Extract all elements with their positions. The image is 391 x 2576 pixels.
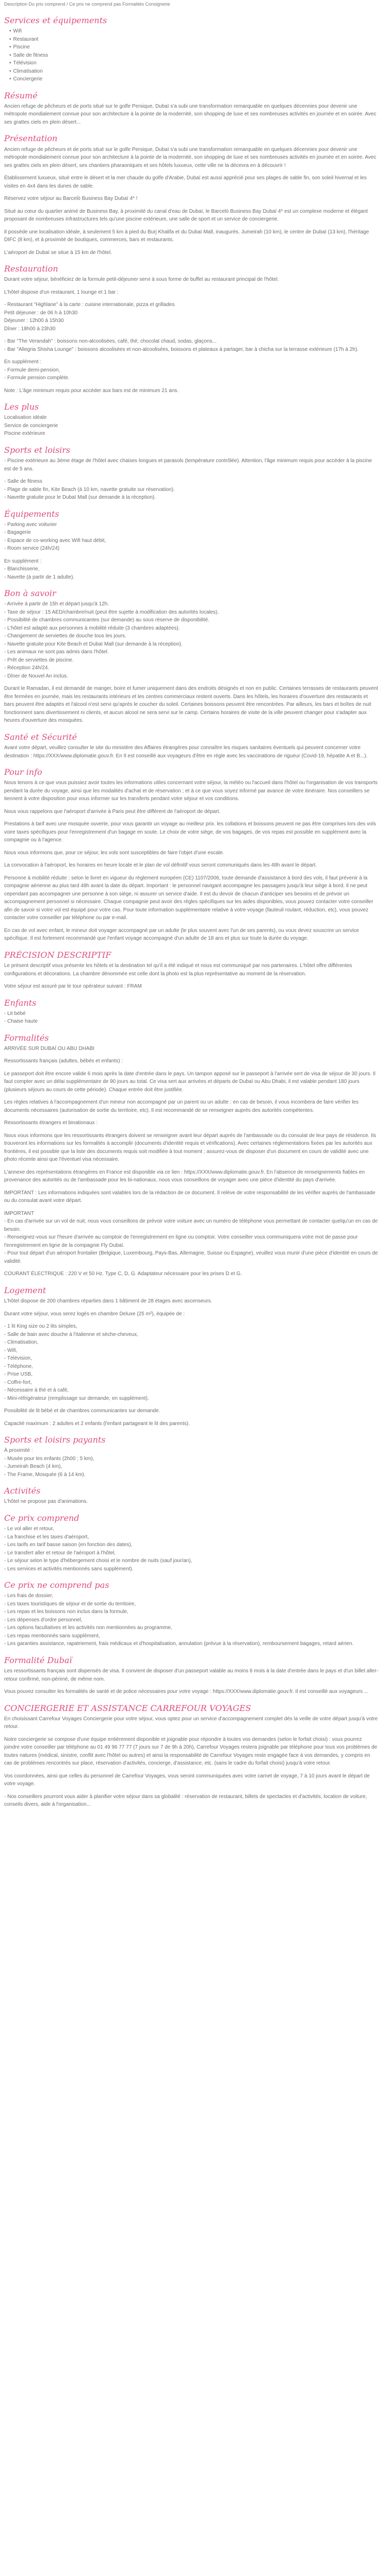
- line: - Les frais de dossier,: [4, 1593, 54, 1599]
- line: - Renseignez-vous sur l'heure d'arrivée au comptoir de l'enregistrement en ligne ou comptoir. Votre conseiller vous communiquera votre mot de passe pour l'enregistrement en ligne de la compagnie Fly Dubaï.: [4, 1234, 358, 1248]
- list-item: • Conciergerie: [9, 75, 379, 83]
- logement-list: [4, 1323, 379, 1402]
- line: - Musée pour les enfants (2h00 ; 5 km),: [4, 1455, 94, 1462]
- list-item: • Wifi: [9, 27, 379, 36]
- paragraph: Possibilité de lit bébé et de chambres communicantes sur demande.: [4, 1408, 160, 1414]
- bars-list: [4, 337, 379, 353]
- line: - Le vol aller et retour,: [4, 1526, 54, 1532]
- prixnecomprend-list: [4, 1592, 379, 1648]
- paragraph: Les ressortissants français sont dispensés de visa. Il convient de disposer d'un passeport valable au moins 6 mois à la date d'entrée dans le pays et d'un billet aller-retour confirmé, non-périmé, de même nom.: [4, 1668, 379, 1682]
- line: - Parking avec voiturier: [4, 521, 57, 528]
- paragraph: L'hôtel dispose d'un restaurant, 1 lounge et 1 bar :: [4, 289, 119, 295]
- paragraph: L'aéroport de Dubaï se situe à 15 km de l'hôtel.: [4, 249, 112, 256]
- line: - Nécessaire à thé et à café,: [4, 1387, 69, 1394]
- sportsloisirs-list: [4, 1447, 379, 1479]
- line: - Navette gratuite pour Kite Beach et Dubaï Mall (sur demande à la réception).: [4, 641, 183, 647]
- paragraph: L'hôtel dispose de 200 chambres réparties dans 1 bâtiment de 28 étages avec ascenseurs.: [4, 1298, 213, 1304]
- line: - Les repas et les boissons non inclus dans la formule,: [4, 1609, 128, 1615]
- breadcrumb: Description Du prix comprend / Ce prix ne comprend pas Formalités Consignerie: [4, 2, 170, 7]
- list-item: • Restaurant: [9, 36, 379, 44]
- line: - Bar "Allegria Shisha Lounge" : boissons alcoolisées et non-alcoolisées, boissons et plateaux à partager, bar à chicha sur la terrasse extérieure (17h à 2h).: [4, 346, 359, 352]
- label: IMPORTANT: [4, 1210, 34, 1216]
- logement-title: Logement: [4, 1285, 46, 1295]
- paragraph: Nous vous rappelons que l'aéroport d'arrivée à Paris peut être différent de l'aéroport de départ.: [4, 808, 221, 815]
- paragraph: Réservez votre séjour au Barcelò Business Bay Dubaï 4* !: [4, 196, 138, 201]
- line: - Pour tout départ d'un aéroport frontalier (Belgique, Luxembourg, Pays-Bas, Allemagne, Suisse ou Espagne), veuillez vous munir d'une pièce d'identité en cours de validité.: [4, 1250, 378, 1264]
- paragraph: L'annexe des représentations étrangères en France est disponible via ce lien : https://XXX/www.diplomatie.gouv.fr. En l'absence de renseignements fiables en provenance des autorités ou de l'ambassade pour les bi-nationaux, nous vous conseillons de voyager avec une pièce d'identité du pays d'arrivée.: [4, 1169, 365, 1183]
- paragraph: En choisissant Carrefour Voyages Conciergerie pour votre séjour, vous optez pour un service d'accompagnement complet dès la veille de votre départ jusqu'à votre retour.: [4, 1716, 378, 1730]
- equipements-list: [4, 521, 379, 553]
- enfants-list: [4, 1010, 379, 1026]
- sports-title: Sports et loisirs: [4, 445, 71, 455]
- line: - Les tarifs en tarif basse saison (en fonction des dates),: [4, 1542, 133, 1548]
- line: Déjeuner : 12h00 à 15h30: [4, 318, 64, 324]
- line: - Prise USB,: [4, 1371, 33, 1378]
- line: - L'hôtel est adapté aux personnes à mobilité réduite (3 chambres adaptées).: [4, 625, 180, 631]
- bonasavoir-list: [4, 600, 379, 680]
- paragraph: IMPORTANT : Les informations indiquées sont valables lors de la rédaction de ce document. Il relève de votre responsabilité de les vérifier auprès de l'ambassade ou du consulat avant votre départ.: [4, 1190, 376, 1204]
- plus-title: Les plus: [4, 402, 39, 412]
- equipements-title: Équipements: [4, 509, 59, 519]
- activites-text: L'hôtel ne propose pas d'animations.: [4, 1499, 88, 1505]
- paragraph: La convocation à l'aéroport, les horaires en heure locale et le plan de vol définitif vous seront communiqués dans les 48h avant le départ.: [4, 862, 317, 869]
- line: - Bagagerie: [4, 530, 31, 536]
- line: - Réception 24h/24.: [4, 665, 50, 671]
- paragraph: Capacité maximum : 2 adultes et 2 enfants (l'enfant partageant le lit des parents).: [4, 1420, 190, 1427]
- line: - Les services et activités mentionnés sans supplément).: [4, 1566, 134, 1572]
- activites-title: Activités: [4, 1486, 41, 1496]
- line: - Navette gratuite pour le Dubaï Mall (sur demande à la réception).: [4, 495, 156, 501]
- line: - Arrivée à partir de 15h et départ jusqu'à 12h.: [4, 601, 109, 607]
- line: - Le séjour selon le type d'hébergement choisi et le nombre de nuits (sauf jour/an),: [4, 1558, 192, 1564]
- enfants-title: Enfants: [4, 997, 37, 1008]
- line: Dîner : 18h00 à 23h30: [4, 326, 56, 332]
- line: - Wifi,: [4, 1347, 18, 1353]
- paragraph: Le passeport doit être encore valide 6 mois après la date d'entrée dans le pays. Un tampon apposé sur le passeport à l'arrivée sert de visa de séjour de 30 jours. Il faut compter avec un délai supplémentaire de 90 jours au total. Ce visa sert aux arrivées et départs de Dubaï ou Abu Dhabi, il est valable pendant 180 jours (plusieurs séjours au cours de cette période). Chaque entrée doit être justifiée.: [4, 1071, 376, 1093]
- paragraph: - Piscine extérieure au 3ème étage de l'hôtel avec chaises longues et parasols (température contrôlée). Attention, l'âge minimum requis pour accéder à la piscine est de 5 ans.: [4, 458, 372, 472]
- line: - Possibilité de chambres communicantes (sur demande) au sous réserve de disponibilité.: [4, 617, 209, 623]
- line: - Espace de co-working avec Wifi haut débit,: [4, 537, 106, 544]
- paragraph: Il possède une localisation idéale, à seulement 5 km à pied du Burj Khalifa et du Dubaï Mall, inaugurés. Jumeirah (10 km), le centre de Dubaï (13 km), l'héritage DIFC (8 km), et à proximité de boutiques, commerces, bars et restaurants.: [4, 229, 369, 243]
- pourinfo-title: Pour info: [4, 767, 42, 777]
- list-item: • Télévision: [9, 59, 379, 67]
- line: - Taxe de séjour : 15 AED/chambre/nuit (peut être sujette à modification des autorités locales).: [4, 609, 219, 615]
- paragraph: Notre conciergerie se compose d'une équipe entièrement disponible et joignable pour répondre à toutes vos demandes (selon le forfait choisi) : vous pourrez joindre votre conseiller par téléphone au 01 49 96 77 77 (7 jours sur 7 de 9h à 20h), Carrefour Voyages restera joignable par téléphone pour tous vos problèmes de toutes natures (médical, sinistre, conflit avec l'hôtel ou autres) et ainsi la responsabilité de Carrefour Voyages reste engagée face à vos demandes, y compris en cas de problèmes rencontrés sur place, réservation d'activités, concierge, d'assistance, etc. (sans le cadre du forfait choisi) jusqu'à votre retour.: [4, 1736, 378, 1767]
- sports-list: [4, 478, 379, 502]
- prixnecomprend-title: Ce prix ne comprend pas: [4, 1580, 109, 1590]
- list-item: • Climatisation: [9, 67, 379, 76]
- formalites-important: [4, 1210, 379, 1266]
- label: En supplément :: [4, 359, 42, 365]
- line: Service de conciergerie: [4, 422, 58, 429]
- services-title: Services et équipements: [4, 15, 107, 25]
- paragraph: Nous tenons à ce que vous puissiez avoir toutes les informations utiles concernant votre séjour, la météo ou l'accueil dans l'hôtel ou l'organisation de vos transports pendant la durée du voyage, ainsi que les modalités d'achat et de réservation ; et à ce que vous soyez informé par avance de votre itinéraire. Nos conseillers se tiennent à votre disposition pour vous informer sur les transferts pendant votre séjour et vos conditions.: [4, 780, 378, 802]
- paragraph: Nous vous informons que les ressortissants étrangers doivent se renseigner avant leur départ auprès de l'ambassade ou du consulat de leur pays de résidence. Ils trouveront les informations sur les formalités à accomplir (documents d'identité requis et vérifications). Avec certaines réglementations fixées par les autorités aux frontières, il est possible que la liste des documents requis soit modifiée à tout moment ; assurez-vous de disposer d'un document en cours de validité avec une photo récente ainsi que l'éventuel visa nécessaire.: [4, 1132, 377, 1163]
- line: - Les animaux ne sont pas admis dans l'hôtel.: [4, 649, 109, 655]
- services-list: [4, 27, 379, 83]
- paragraph: Établissement luxueux, situé entre le désert et la mer chaude du golfe d'Arabie, Dubaï est aussi apprécié pour ses plages de sable fin, son soleil hivernal et les visites en 4x4 dans les dunes de sable.: [4, 175, 367, 189]
- paragraph: Situé au cœur du quartier animé de Business Bay, à proximité du canal d'eau de Dubaï, le Barcelò Business Bay Dubaï 4* est un complexe moderne et élégant proposant de nombreuses infrastructures tels qu'une piscine extérieure, une salle de sport et un service de conciergerie.: [4, 208, 368, 222]
- bonasavoir-title: Bon à savoir: [4, 588, 56, 599]
- resume-title: Résumé: [4, 90, 38, 100]
- paragraph: En cas de vol avec enfant, le mineur doit voyager accompagné par un adulte (le plus souvent avec l'un de ses parents), ou vous devez souscrire un service spécifique. Il est fortement recommandé que l'enfant voyage accompagné d'un adulte de 18 ans et plus sur toute la durée du voyage.: [4, 927, 359, 942]
- line: - Chaise haute: [4, 1019, 38, 1025]
- line: - Le transfert aller et retour de l'aéroport à l'hôtel,: [4, 1550, 116, 1556]
- line: - Prêt de serviettes de piscine.: [4, 657, 74, 663]
- line: Localisation idéale: [4, 415, 47, 421]
- line: - Les repas mentionnés sans supplément,: [4, 1633, 100, 1639]
- line: Piscine extérieure: [4, 431, 45, 437]
- prixcomprend-list: [4, 1525, 379, 1573]
- label: En supplément :: [4, 558, 42, 564]
- paragraph: Vos coordonnées, ainsi que celles du personnel de Carrefour Voyages, vous seront communiquées avec votre carnet de voyage, 7 à 10 jours avant le départ de votre voyage.: [4, 1773, 370, 1787]
- line: - Navette (à partir de 1 adulte).: [4, 574, 75, 580]
- paragraph: Ressortissants étrangers et binationaux :: [4, 1120, 98, 1126]
- line: - Salle de bain avec douche à l'italienne et sèche-cheveux,: [4, 1331, 138, 1337]
- line: - Climatisation,: [4, 1340, 39, 1346]
- sportsloisirs-title: Sports et loisirs payants: [4, 1435, 106, 1445]
- paragraph: Ressortissants français (adultes, bébés et enfants) :: [4, 1058, 123, 1064]
- line: - The Frame, Mosquée (6 à 14 km).: [4, 1471, 86, 1478]
- line: - Coffre-fort,: [4, 1379, 32, 1385]
- label: À proximité :: [4, 1448, 33, 1454]
- restauration-title: Restauration: [4, 264, 58, 274]
- presentation-title: Présentation: [4, 133, 58, 144]
- formalite-title: Formalité Dubaï: [4, 1655, 72, 1665]
- sante-text: Avant votre départ, veuillez consulter le site du ministère des Affaires étrangères pour connaître les risques sanitaires éventuels qui peuvent concerner votre destination : https://XXX/www.diplomatie.gouv.fr. En Il est conseillé aux voyageurs d'être en règle avec les vaccinations de rigueur (Covid-19, hépatite A et B...).: [4, 745, 368, 759]
- line: - Les dépenses d'ordre personnel,: [4, 1617, 83, 1623]
- formalites-subtitle: ARRIVÉE SUR DUBAÏ OU ABU DHABI: [4, 1045, 95, 1052]
- paragraph: Durant votre séjour, bénéficiez de la formule petit-déjeuner servi à sous forme de buffet au restaurant principal de l'hôtel.: [4, 277, 279, 283]
- paragraph: Prestations à tarif avec une mosquée ouverte, pour vous garantir un voyage au meilleur prix. les collations et boissons peuvent ne pas être comprises lors des vols voire taxes spécifiques pour l'enregistrement d'un bagage en soute. Le choix de votre siège, de vos bagages, de vos repas est possible en supplément avec la compagnie ou à l'agence.: [4, 821, 376, 843]
- formalites-title: Formalités: [4, 1032, 49, 1043]
- sante-title: Santé et Sécurité: [4, 732, 77, 742]
- prixcomprend-title: Ce prix comprend: [4, 1513, 79, 1523]
- line: - Les options facultatives et les activités non mentionnées au programme,: [4, 1625, 172, 1631]
- line: - Bar "The Verandah" : boissons non-alcoolisées, café, thé, chocolat chaud, sodas, glaçons...: [4, 338, 217, 345]
- list-item: • Piscine: [9, 43, 379, 52]
- line: - Lit bébé: [4, 1010, 26, 1016]
- line: - Formule demi-pension,: [4, 367, 60, 373]
- line: - Room service (24h/24): [4, 546, 60, 552]
- paragraph: Nous vous informons que, pour ce séjour, les vols sont susceptibles de faire l'objet d'une escale.: [4, 850, 224, 856]
- note: Note : L'âge minimum requis pour accéder aux bars est de minimum 21 ans.: [4, 387, 179, 394]
- courant-text: COURANT ÉLECTRIQUE : 220 V et 50 Hz. Type C, D, G. Adaptateur nécessaire pour les prises D et G.: [4, 1271, 242, 1277]
- line: Petit déjeuner : de 06 h à 10h30: [4, 310, 78, 316]
- paragraph: Votre séjour est assuré par le tour opérateur suivant : FRAM: [4, 984, 142, 989]
- line: - En cas d'arrivée sur un vol de nuit, nous vous conseillons de prévoir votre voiture avec un numéro de téléphone vous permettant de contacter quelqu'un en cas de besoin.: [4, 1218, 378, 1232]
- paragraph: Ancien refuge de pêcheurs et de ports situé sur le golfe Persique, Dubaï s'a subi une transformation remarquable en quelques décennies pour devenir une métropole mondialement connue pour son architecture à la pointe de la modernité, son shopping de luxe et ses nombreuses activités en journée et en soirée. Avec ses grattes ciels en plein désert, ses chantiers pharaoniques et ses hôtels luxueux, cette ville ne la décevra en à découvrir !: [4, 146, 377, 168]
- line: - Restaurant "Highlane" à la carte : cuisine internationale, pizza et grillades: [4, 302, 175, 308]
- line: - Téléphone,: [4, 1363, 33, 1369]
- resume-text: Ancien refuge de pêcheurs et de ports situé sur le golfe Persique, Dubaï s'a subi une transformation remarquable en quelques décennies pour devenir une métropole mondialement connue pour son architecture à la pointe de la modernité, son shopping de luxe et ses nombreuses activités en journée et en soirée. Avec ses grattes ciels en plein désert...: [4, 103, 377, 125]
- line: - 1 lit King size ou 2 lits simples,: [4, 1324, 77, 1330]
- paragraph: Durant votre séjour, vous serez logés en chambre Deluxe (25 m²), équipée de :: [4, 1311, 185, 1317]
- plus-list: [4, 414, 379, 438]
- paragraph: Les règles relatives à l'accompagnement d'un mineur non accompagné par un parent ou un adulte : en cas de besoin, il vous incombera de faire vérifier les documents nécessaires (autorisation de sortie du territoire, etc). Il est recommandé de se renseigner auprès des autorités compétentes.: [4, 1099, 359, 1113]
- line: - Salle de fitness: [4, 479, 42, 485]
- paragraph: Personne à mobilité réduite : selon le livret en vigueur du règlement européen (CE) 1107/2006, toute demande d'assistance à bord des vols, il faut prévenir à la compagnie aérienne au plus tard 48h avant la date du départ. Important : le personnel navigant accompagne les passagers jusqu'à leur siège à bord. Il ne peut cependant pas accompagner une personne à son siège, ni assurer un service d'aide. Il est du devoir de chacun d'anticiper ses besoins et de prévoir un accompagnement personnel si nécessaire. Chaque compagnie peut avoir des règles spécifiques sur les aides disponibles, vous pouvez contacter votre conseiller afin de savoir si votre vol est équipé pour votre cas. Pour toute information supplémentaire relative à votre voyage (fauteuil roulant, réduction, etc), vous pouvez contacter votre conseiller par téléphone ou par e-mail.: [4, 875, 373, 921]
- conciergerie-title: CONCIERGERIE ET ASSISTANCE CARREFOUR VOYAGES: [4, 1703, 251, 1713]
- line: - Plage de sable fin, Kite Beach (à 10 km, navette gratuite sur réservation).: [4, 486, 175, 493]
- precision-title: PRÉCISION DESCRIPTIF: [4, 950, 111, 960]
- paragraph: - Nos conseillers pourront vous aider à planifier votre séjour dans sa globalité : réservation de restaurant, billets de spectacles et d'activités, location de voiture, conseils divers, aide à l'organisation...: [4, 1793, 367, 1808]
- line: - Formule pension complète.: [4, 375, 70, 381]
- paragraph: Vous pouvez consulter les formalités de santé et de police nécessaires pour votre voyage : https://XXX/www.diplomatie.gouv.fr. Il est conseillé aux voyageurs ...: [4, 1689, 369, 1694]
- list-item: • Salle de fitness: [9, 52, 379, 60]
- line: - Mini-réfrigérateur (remplissage sur demande, en supplément).: [4, 1395, 149, 1401]
- paragraph: Le présent descriptif vous présente les hôtels et la destination tel qu'il a été indiqué et nous est communiqué par nos partenaires. L'hôtel offre différentes configurations et décorations. La chambre dénommée est celle dont la photo est la plus représentative au moment de la réservation.: [4, 963, 352, 977]
- line: - Les taxes touristiques de séjour et de sortie du territoire,: [4, 1601, 136, 1607]
- ramadan-text: Durant le Ramadan, il est demandé de manger, boire et fumer uniquement dans des endroits désignés et non en public. Certaines terrasses de restaurants peuvent être fermées en journée, mais les restaurants intérieurs et les centres commerciaux restent ouverts. Dans les hôtels, les horaires d'ouverture des restaurants et bars peuvent être adaptés et l'alcool n'est servi qu'après le coucher du soleil. Certaines boissons peuvent être rencontrées. Par ailleurs, les bars et boîtes de nuit fonctionnent sans divertissement ni clients, et aucun alcool ne sera servi sur le camp. Certains horaires de visite de la ville peuvent changer pour s'adapter aux heures d'ouverture des mosquées.: [4, 686, 378, 724]
- line: - Jumeirah Beach (4 km),: [4, 1464, 62, 1470]
- equipements-supplement: [4, 557, 379, 582]
- line: - Les garanties assistance, rapatriement, frais médicaux et d'hospitalisation, annulation (prévue à la réservation), remboursement bagages, retard aérien.: [4, 1641, 354, 1647]
- line: - Blanchisserie,: [4, 566, 40, 572]
- restaurant-hours: [4, 301, 379, 333]
- line: - La franchise et les taxes d'aéroport,: [4, 1534, 89, 1540]
- line: - Changement de serviettes de douche tous les jours.: [4, 633, 126, 639]
- restauration-supplement: [4, 358, 379, 382]
- line: - Télévision,: [4, 1355, 32, 1362]
- line: - Dîner de Nouvel An inclus.: [4, 673, 68, 679]
